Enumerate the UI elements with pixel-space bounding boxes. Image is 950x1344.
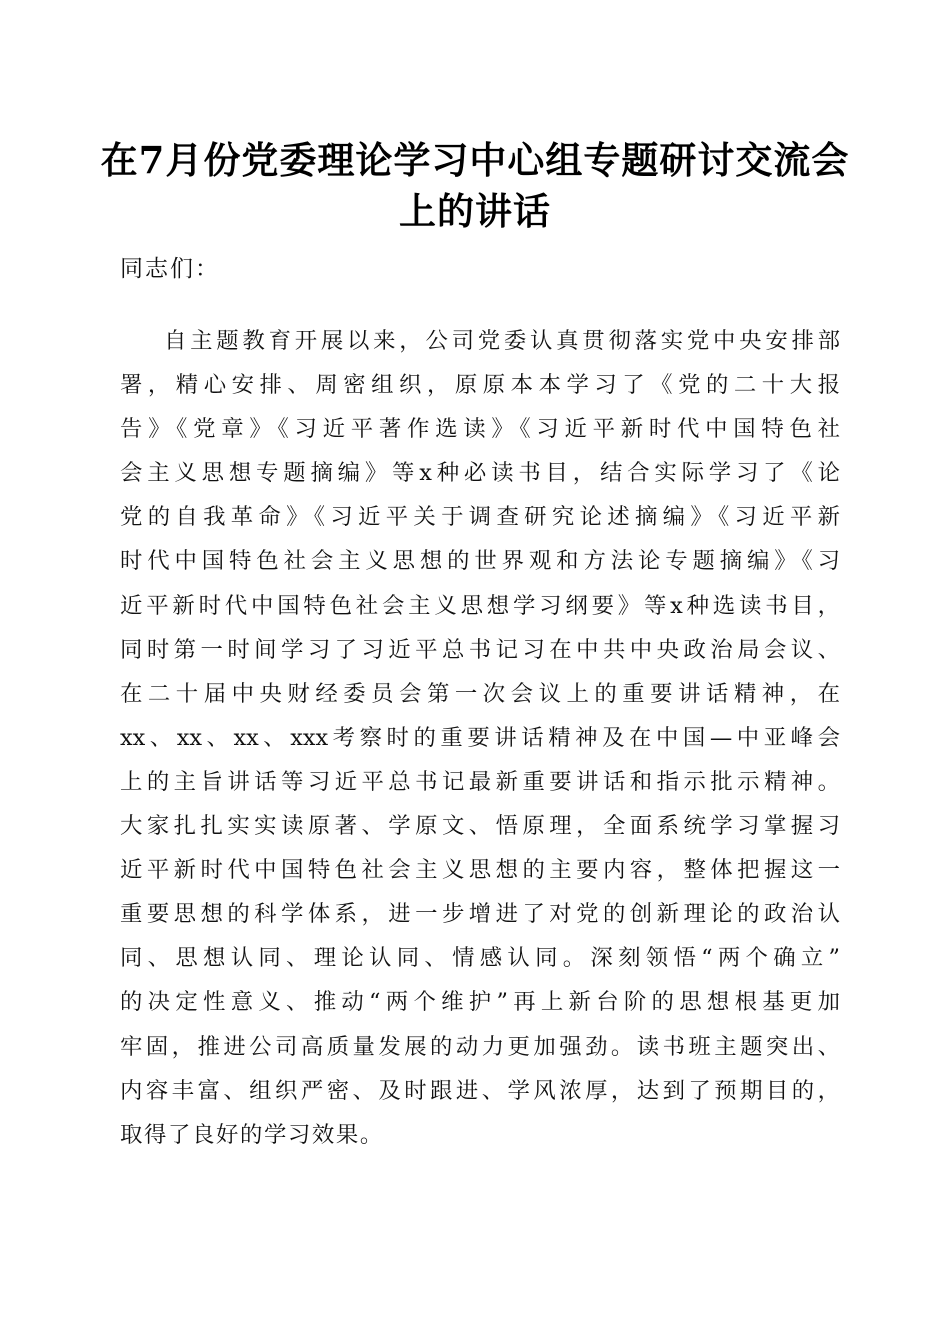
body-line: 署，精心安排、周密组织，原原本本学习了《党的二十大报 bbox=[120, 372, 840, 399]
body-line: 告》《党章》《习近平著作选读》《习近平新时代中国特色社 bbox=[120, 416, 840, 443]
salutation: 同志们： bbox=[120, 256, 220, 282]
title-line-1: 在7月份党委理论学习中心组专题研讨交流会 bbox=[100, 138, 850, 182]
body-line: 牢固，推进公司高质量发展的动力更加强劲。读书班主题突出、 bbox=[120, 1033, 840, 1060]
body-line: 同时第一时间学习了习近平总书记习在中共中央政治局会议、 bbox=[120, 636, 840, 663]
body-line: 取得了良好的学习效果。 bbox=[120, 1121, 384, 1148]
body-line: 大家扎扎实实读原著、学原文、悟原理，全面系统学习掌握习 bbox=[120, 813, 840, 840]
body-line: 的决定性意义、推动“两个维护”再上新台阶的思想根基更加 bbox=[120, 989, 840, 1016]
body-line: 近平新时代中国特色社会主义思想的主要内容，整体把握这一 bbox=[120, 857, 840, 884]
body-line: 在二十届中央财经委员会第一次会议上的重要讲话精神，在 bbox=[120, 680, 840, 707]
document-title bbox=[100, 135, 850, 237]
body-line: 内容丰富、组织严密、及时跟进、学风浓厚，达到了预期目的， bbox=[120, 1077, 840, 1104]
body-line: 近平新时代中国特色社会主义思想学习纲要》等x种选读书目， bbox=[120, 592, 840, 619]
body-line: 会主义思想专题摘编》等x种必读书目，结合实际学习了《论 bbox=[120, 460, 840, 487]
title-line-2: 上的讲话 bbox=[399, 189, 551, 233]
body-line: 上的主旨讲话等习近平总书记最新重要讲话和指示批示精神。 bbox=[120, 768, 840, 795]
body-line: 自主题教育开展以来，公司党委认真贯彻落实党中央安排部 bbox=[164, 328, 840, 354]
body-line: 时代中国特色社会主义思想的世界观和方法论专题摘编》《习 bbox=[120, 548, 840, 575]
body-line: xx、xx、xx、xxx考察时的重要讲话精神及在中国—中亚峰会 bbox=[120, 724, 840, 751]
body-line: 党的自我革命》《习近平关于调查研究论述摘编》《习近平新 bbox=[120, 504, 840, 531]
body-line: 重要思想的科学体系，进一步增进了对党的创新理论的政治认 bbox=[120, 901, 840, 928]
body-line: 同、思想认同、理论认同、情感认同。深刻领悟“两个确立” bbox=[120, 945, 840, 972]
body-paragraph bbox=[120, 326, 840, 1164]
